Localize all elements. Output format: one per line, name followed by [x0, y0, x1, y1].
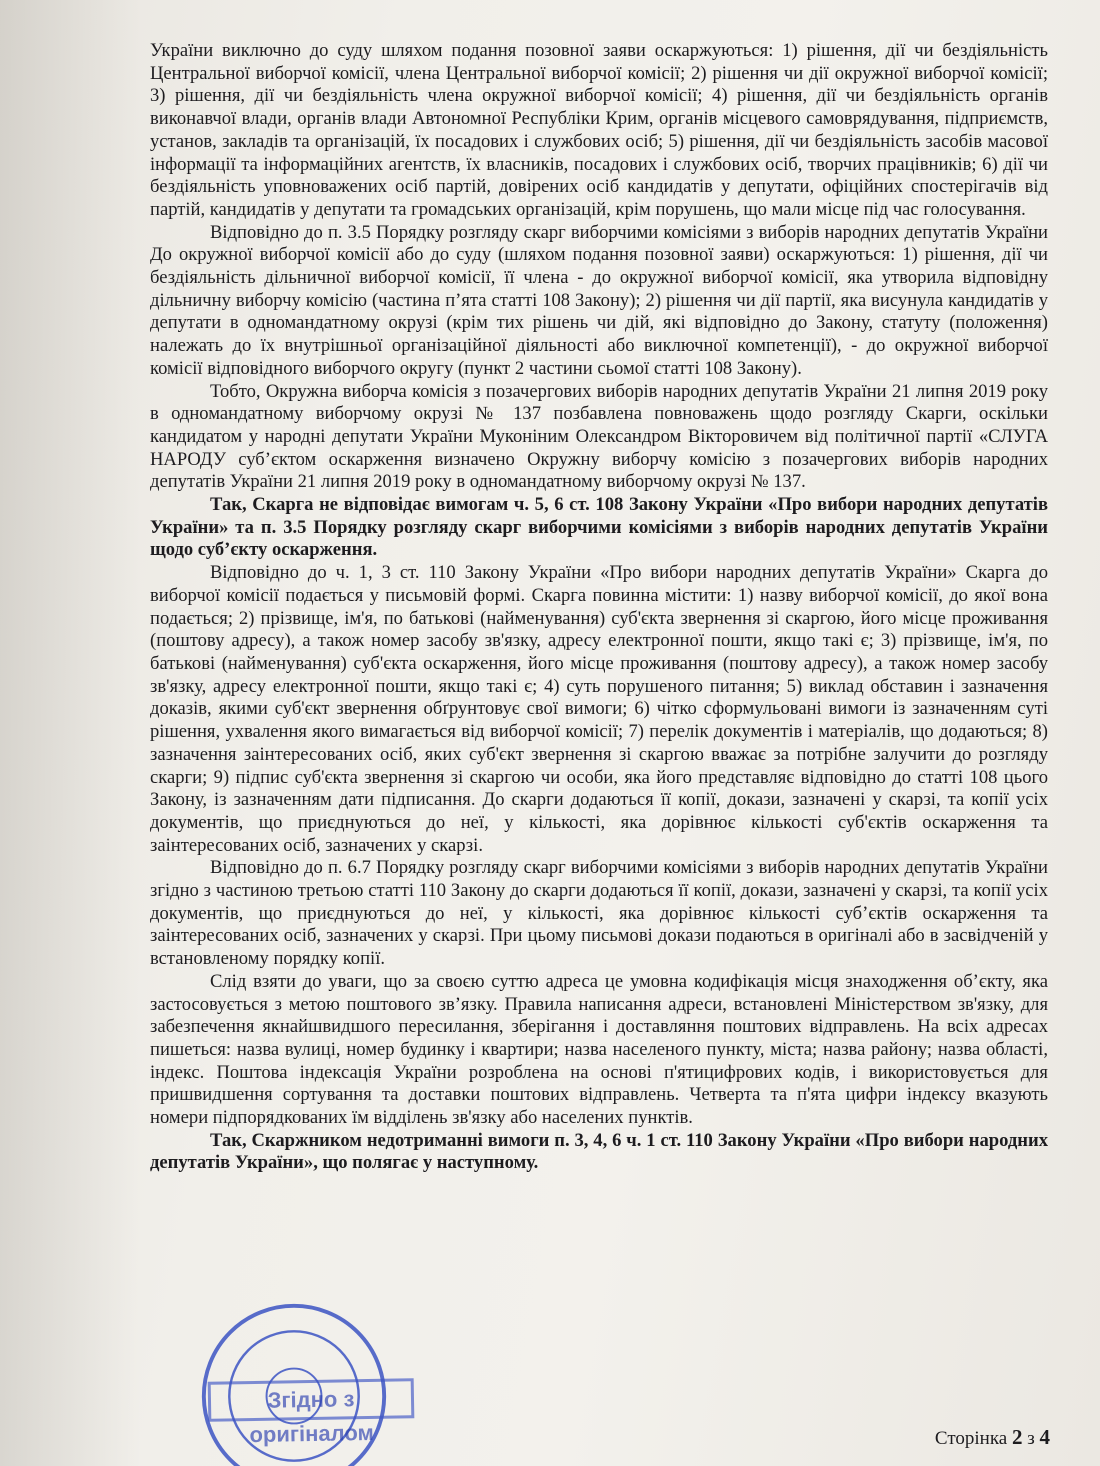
paragraph-procedure-3-5: Відповідно до п. 3.5 Порядку розгляду скарг виборчими комісіями з виборів народних депутатів України До окружної виборчої комісії або до суду (шляхом подання позовної заяви) оскаржуються: 1) рішення, дії чи бездіяльність дільничної виборчої комісії, її члена - до окружної виборчої комісії, яка утворила відповідну дільничну виборчу комісію (частина п’ята статті 108 Закону); 2) рішення чи дії партії, яка висунула кандидатів у депутати в одномандатному окрузі (крім тих рішень чи дій, які відповідно до Закону, статуту (положення) належать до їх внутрішньої організаційної діяльності або виключної компетенції), - до окружної виборчої комісії відповідного виборчого округу (пункт 2 частини сьомої статті 108 Закону).: [150, 221, 1048, 379]
page-word: Сторінка: [934, 1428, 1008, 1449]
page-number-footer: [935, 1425, 1050, 1450]
document-body: [150, 40, 1048, 1175]
paragraph-grounds-court: України виключно до суду шляхом подання позовної заяви оскаржуються: 1) рішення, дії чи бездіяльність Центральної виборчої комісії, члена Центральної виборчої комісії; 2) рішення чи дії окружної виборчої комісії; 3) рішення, дії чи бездіяльність члена окружної виборчої комісії; 4) рішення, дії чи бездіяльність органів виконавчої влади, органів влади Автономної Республіки Крим, органів місцевого самоврядування, підприємств, установ, закладів та організацій, їх посадових і службових осіб; 5) рішення, дії чи бездіяльність засобів масової інформації та інформаційних агентств, їх власників, посадових і службових осіб, творчих працівників; 6) дії чи бездіяльність уповноважених осіб партій, довірених осіб кандидатів у депутати, офіційних спостерігачів від партій, кандидатів у депутати та громадських організацій, крім порушень, що мали місце під час голосування.: [150, 40, 1048, 220]
total-pages-number: 4: [1039, 1425, 1050, 1449]
paragraph-article-110: Відповідно до ч. 1, 3 ст. 110 Закону України «Про вибори народних депутатів України» Скарга до виборчої комісії подається у письмовій формі. Скарга повинна містити: 1) назву виборчої комісії, до якої вона подається; 2) прізвище, ім'я, по батькові (найменування) суб'єкта звернення зі скаргою, його місце проживання (поштову адресу), а також номер засобу зв'язку, адресу електронної пошти, якщо такі є; 3) прізвище, ім'я, по батькові (найменування) суб'єкта оскарження, його місце проживання (поштову адресу), а також номер засобу зв'язку, адресу електронної пошти, якщо такі є; 4) суть порушеного питання; 5) виклад обставин і зазначення доказів, якими суб'єкт звернення обґрунтовує свої вимоги; 6) чітко сформульовані вимоги із зазначенням суті рішення, ухвалення якого вимагається від виборчої комісії; 7) перелік документів і матеріалів, що додаються; 8) зазначення заінтересованих осіб, яких суб'єкт звернення зі скаргою вважає за потрібне залучити до розгляду скарги; 9) підпис суб'єкта звернення зі скаргою чи особи, яка його представляє відповідно до статті 108 цього Закону, із зазначенням дати підписання. До скарги додаються її копії, докази, зазначені у скарзі, та копії усіх документів, що приєднуються до неї, у кількості, яка дорівнює кількості суб'єктів оскарження та заінтересованих осіб, зазначених у скарзі.: [150, 562, 1048, 856]
paragraph-procedure-6-7: Відповідно до п. 6.7 Порядку розгляду скарг виборчими комісіями з виборів народних депутатів України згідно з частиною третьою статті 110 Закону до скарги додаються її копії, докази, зазначені у скарзі, та копії усіх документів, що приєднуються до неї, у кількості, яка дорівнює кількості суб’єктів оскарження та заінтересованих осіб, зазначених у скарзі. При цьому письмові докази подаються в оригіналі або в засвідченій у встановленому порядку копії.: [150, 857, 1048, 970]
page-shadow: [0, 0, 140, 1466]
round-seal-icon: [196, 1298, 392, 1466]
of-word: з: [1027, 1428, 1035, 1449]
paragraph-conclusion-requirements: Так, Скаржником недотриманні вимоги п. 3, 4, 6 ч. 1 ст. 110 Закону України «Про вибори народних депутатів України», що полягає у наступному.: [150, 1129, 1048, 1174]
paragraph-address-rules: Слід взяти до уваги, що за своєю суттю адреса це умовна кодифікація місця знаходження об’єкту, яка застосовується з метою поштового зв’язку. Правила написання адреси, встановлені Міністерством зв'язку, для забезпечення якнайшвидшого пересилання, зберігання і доставляння поштових відправлень. На всіх адресах пишеться: назва вулиці, номер будинку і квартири; назва населеного пункту, міста; назва району; назва області, індекс. Поштова індексація України розроблена на основі п'ятицифрових кодів, і використовується для пришвидшення сортування та доставки поштових відправлень. Четверта та п'ята цифри індексу вказують номери підпорядкованих їм відділень зв'язку або населених пунктів.: [150, 970, 1048, 1129]
certified-copy-stamp: Згідно з оригіналом: [208, 1378, 415, 1422]
paragraph-conclusion-subject: Так, Скарга не відповідає вимогам ч. 5, 6 ст. 108 Закону України «Про вибори народних депутатів України» та п. 3.5 Порядку розгляду скарг виборчими комісіями з виборів народних депутатів України щодо суб’єкту оскарження.: [150, 494, 1048, 561]
current-page-number: 2: [1011, 1425, 1023, 1449]
paragraph-commission-authority: Тобто, Окружна виборча комісія з позачергових виборів народних депутатів України 21 липня 2019 року в одномандатному виборчому окрузі № 137 позбавлена повноважень щодо розгляду Скарги, оскільки кандидатом у народні депутати України Муконіним Олександром Вікторовичем від політичної партії «СЛУГА НАРОДУ суб’єктом оскарження визначено Окружну виборчу комісію з позачергових виборів народних депутатів України 21 липня 2019 року в одномандатному виборчому окрузі № 137.: [150, 380, 1048, 493]
